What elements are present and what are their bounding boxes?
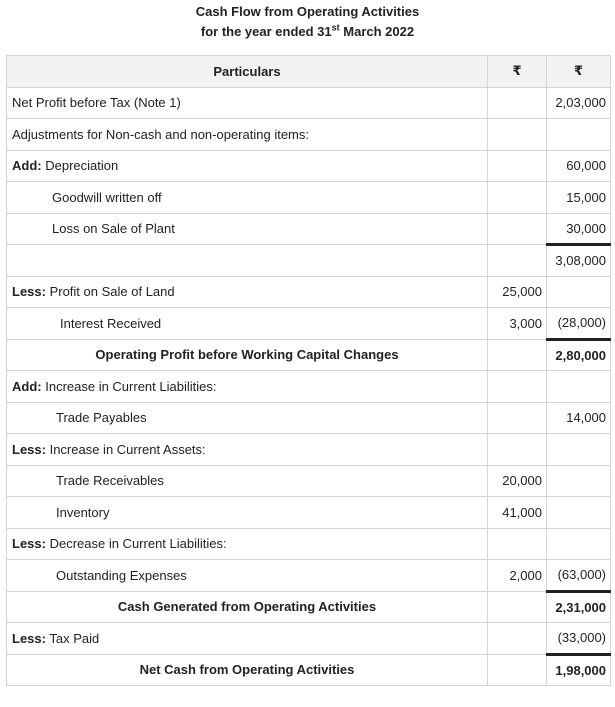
row-label xyxy=(7,245,488,277)
header-rupee-2: ₹ xyxy=(547,56,611,88)
row-label: Cash Generated from Operating Activities xyxy=(7,591,488,623)
row-amount-1 xyxy=(488,434,547,466)
row-amount-2: (28,000) xyxy=(547,308,611,340)
table-row xyxy=(7,402,611,434)
row-prefix: Add: xyxy=(12,378,42,394)
row-prefix: Less: xyxy=(12,284,46,300)
row-amount-1 xyxy=(488,623,547,655)
row-amount-1: 25,000 xyxy=(488,276,547,308)
row-label: Inventory xyxy=(7,497,488,529)
row-label-text: Increase in Current Liabilities: xyxy=(41,378,217,394)
row-label: Operating Profit before Working Capital Changes xyxy=(7,339,488,371)
row-label xyxy=(7,150,488,182)
row-amount-2: 30,000 xyxy=(547,213,611,245)
table-row xyxy=(7,654,611,686)
row-prefix: Less: xyxy=(12,441,46,457)
row-label: Adjustments for Non-cash and non-operating items: xyxy=(7,119,488,151)
row-label: Trade Receivables xyxy=(7,465,488,497)
row-amount-2 xyxy=(547,497,611,529)
statement-title xyxy=(0,0,615,52)
row-amount-2 xyxy=(547,276,611,308)
title-line-2 xyxy=(0,22,615,42)
row-amount-1 xyxy=(488,150,547,182)
table-row xyxy=(7,87,611,119)
row-amount-1 xyxy=(488,371,547,403)
table-row xyxy=(7,150,611,182)
row-amount-1: 3,000 xyxy=(488,308,547,340)
row-amount-2: 3,08,000 xyxy=(547,245,611,277)
table-row xyxy=(7,560,611,592)
row-label: Loss on Sale of Plant xyxy=(7,213,488,245)
header-rupee-1: ₹ xyxy=(488,56,547,88)
table-row xyxy=(7,371,611,403)
table-row xyxy=(7,119,611,151)
row-amount-2: (63,000) xyxy=(547,560,611,592)
title-line-2-text: for the year ended 31 xyxy=(200,24,332,39)
row-label xyxy=(7,371,488,403)
row-label-text: Profit on Sale of Land xyxy=(45,284,175,300)
row-amount-1 xyxy=(488,402,547,434)
row-label xyxy=(7,623,488,655)
row-label-text: Increase in Current Assets: xyxy=(45,441,206,457)
row-amount-2: 1,98,000 xyxy=(547,654,611,686)
table-row xyxy=(7,623,611,655)
table-row xyxy=(7,308,611,340)
row-amount-1 xyxy=(488,119,547,151)
title-superscript: st xyxy=(331,22,340,33)
table-row xyxy=(7,213,611,245)
header-row xyxy=(7,56,611,88)
row-prefix: Less: xyxy=(12,536,46,552)
row-label-text: Depreciation xyxy=(41,158,119,174)
row-prefix: Add: xyxy=(12,158,42,174)
table-row xyxy=(7,434,611,466)
row-label: Net Profit before Tax (Note 1) xyxy=(7,87,488,119)
row-label-text: Decrease in Current Liabilities: xyxy=(45,536,227,552)
row-amount-1 xyxy=(488,591,547,623)
row-amount-2: (33,000) xyxy=(547,623,611,655)
row-label xyxy=(7,276,488,308)
row-label: Goodwill written off xyxy=(7,182,488,214)
row-label xyxy=(7,434,488,466)
row-amount-1 xyxy=(488,213,547,245)
row-amount-2: 2,80,000 xyxy=(547,339,611,371)
row-label-text: Tax Paid xyxy=(45,630,100,646)
table-row xyxy=(7,497,611,529)
row-amount-1: 41,000 xyxy=(488,497,547,529)
row-amount-1 xyxy=(488,654,547,686)
row-amount-1 xyxy=(488,182,547,214)
row-amount-2 xyxy=(547,434,611,466)
row-label: Outstanding Expenses xyxy=(7,560,488,592)
row-amount-2 xyxy=(547,371,611,403)
table-row xyxy=(7,339,611,371)
row-amount-2: 2,03,000 xyxy=(547,87,611,119)
row-amount-1 xyxy=(488,245,547,277)
row-amount-1: 20,000 xyxy=(488,465,547,497)
row-amount-1 xyxy=(488,528,547,560)
table-row xyxy=(7,276,611,308)
table-row xyxy=(7,528,611,560)
cash-flow-table xyxy=(6,55,611,686)
row-amount-2 xyxy=(547,465,611,497)
title-line-2-suffix: March 2022 xyxy=(339,24,415,39)
row-amount-1 xyxy=(488,339,547,371)
title-line-1: Cash Flow from Operating Activities xyxy=(195,4,420,19)
row-label: Trade Payables xyxy=(7,402,488,434)
header-particulars: Particulars xyxy=(7,56,488,88)
row-label: Net Cash from Operating Activities xyxy=(7,654,488,686)
table-row xyxy=(7,591,611,623)
row-amount-1: 2,000 xyxy=(488,560,547,592)
table-row xyxy=(7,245,611,277)
row-label xyxy=(7,528,488,560)
row-amount-1 xyxy=(488,87,547,119)
row-amount-2 xyxy=(547,528,611,560)
row-amount-2: 14,000 xyxy=(547,402,611,434)
row-amount-2: 60,000 xyxy=(547,150,611,182)
row-amount-2: 2,31,000 xyxy=(547,591,611,623)
row-amount-2: 15,000 xyxy=(547,182,611,214)
table-row xyxy=(7,465,611,497)
table-row xyxy=(7,182,611,214)
row-amount-2 xyxy=(547,119,611,151)
row-label: Interest Received xyxy=(7,308,488,340)
row-prefix: Less: xyxy=(12,630,46,646)
